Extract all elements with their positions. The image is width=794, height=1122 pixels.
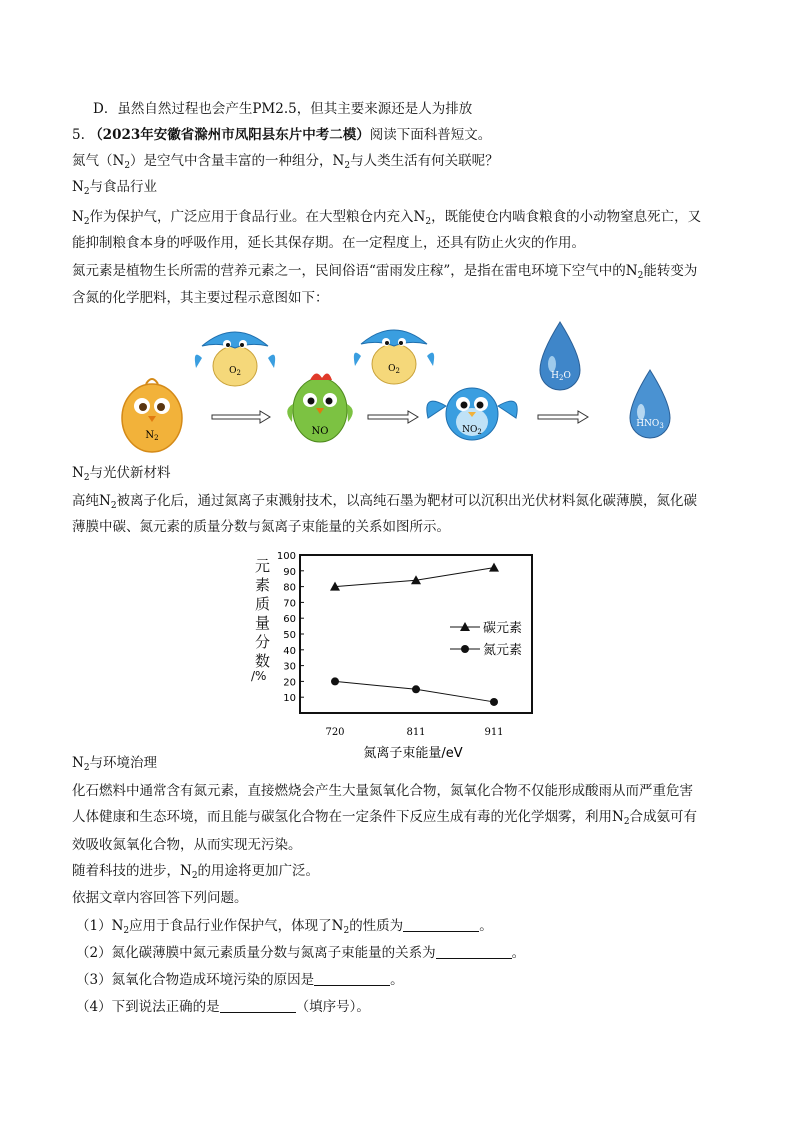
no-label: NO xyxy=(311,426,329,437)
x-tick-label: 811 xyxy=(406,727,426,738)
arrow-1 xyxy=(212,411,270,423)
y-axis-label-char: 质 xyxy=(255,595,271,613)
hno3-label: $HNO_3$ xyxy=(636,419,664,430)
paragraph-pv-2: 薄膜中碳、氮元素的质量分数与氮离子束能量的关系如图所示。 xyxy=(72,519,450,535)
answer-blank-3[interactable] xyxy=(314,971,390,986)
heading-food: $N_2$与食品行业 xyxy=(72,179,158,197)
y-tick-label: 60 xyxy=(283,614,296,626)
nitrogen-process-diagram xyxy=(110,318,700,458)
y-tick-label: 100 xyxy=(276,551,296,562)
no2-label: $NO_2$ xyxy=(462,425,482,436)
arrow-3 xyxy=(538,411,588,423)
y-axis-label-char: 分 xyxy=(255,633,271,651)
answer-blank-1[interactable] xyxy=(403,917,479,932)
y-tick-label: 20 xyxy=(283,677,296,689)
answer-blank-4[interactable] xyxy=(220,998,296,1013)
paragraph-future: 随着科技的进步，$N_2$的用途将更加广泛。 xyxy=(72,863,320,881)
o2-bird-icon xyxy=(195,332,275,386)
question-5-header: 5. （2023年安徽省滁州市凤阳县东片中考二模）阅读下面科普短文。 xyxy=(72,127,492,143)
carbon-nitrogen-chart xyxy=(245,545,545,761)
y-tick-label: 40 xyxy=(283,645,296,657)
h2o-label: $H_2O$ xyxy=(551,371,571,382)
n2-chick-icon xyxy=(122,379,182,452)
paragraph-pv-1: 高纯$N_2$被离子化后，通过氮离子束溅射技术，以高纯石墨为靶材可以沉积出光伏材料氮化碳薄膜，氮化碳 xyxy=(72,493,698,511)
y-axis-label-char: /% xyxy=(251,669,267,683)
question-4: （4）下到说法正确的是 （填序号）。 xyxy=(76,999,370,1015)
paragraph-nitrogen-2: 含氮的化学肥料，其主要过程示意图如下： xyxy=(72,290,329,306)
y-tick-label: 30 xyxy=(283,661,296,673)
y-tick-label: 70 xyxy=(283,598,296,610)
y-tick-label: 90 xyxy=(283,566,296,578)
y-axis-label-char: 量 xyxy=(255,614,271,632)
y-axis-label-char: 数 xyxy=(255,652,271,670)
data-point-triangle xyxy=(489,563,499,572)
paragraph-env-2: 人体健康和生态环境，而且能与碳氢化合物在一定条件下反应生成有毒的光化学烟雾，利用$N_2$合成氨可有 xyxy=(72,809,698,827)
question-2: （2）氮化碳薄膜中氮元素质量分数与氮离子束能量的关系为 。 xyxy=(76,945,526,961)
y-axis-label-char: 元 xyxy=(255,557,271,575)
paragraph-food-2: 能抑制粮食本身的呼吸作用，延长其保存期。在一定程度上，还具有防止火灾的作用。 xyxy=(72,235,585,251)
y-tick-label: 80 xyxy=(283,582,296,594)
paragraph-nitrogen-1: 氮元素是植物生长所需的营养元素之一，民间俗语“雷雨发庄稼”，是指在雷电环境下空气中的$N_2$能转变为 xyxy=(72,263,698,281)
heading-pv: $N_2$与光伏新材料 xyxy=(72,465,171,483)
data-point-circle xyxy=(412,685,420,693)
y-axis-label-char: 素 xyxy=(255,576,271,594)
paragraph-intro: 氮气$(N_2)$是空气中含量丰富的一种组分，$N_2$与人类生活有何关联呢？ xyxy=(72,153,499,171)
n2-label: $N_2$ xyxy=(145,430,159,442)
x-tick-label: 911 xyxy=(484,727,504,738)
answer-blank-2[interactable] xyxy=(436,944,512,959)
question-1: $(1)N_2$应用于食品行业作保护气，体现了$N_2$的性质为 。 xyxy=(76,918,493,936)
question-3: （3）氮氧化合物造成环境污染的原因是 。 xyxy=(76,972,404,988)
o2-label-2: $O_2$ xyxy=(388,364,400,375)
paragraph-instructions: 依据文章内容回答下列问题。 xyxy=(72,890,248,906)
legend-label: 氮元素 xyxy=(483,643,523,658)
data-point-circle xyxy=(490,698,498,706)
data-point-circle xyxy=(331,677,339,685)
paragraph-food-1: $N_2$作为保护气，广泛应用于食品行业。在大型粮仓内充入$N_2$，既能使仓内啮食粮食的小动物窒息死亡，又 xyxy=(72,209,702,227)
legend-marker-circle xyxy=(461,645,469,653)
paragraph-env-1: 化石燃料中通常含有氮元素，直接燃烧会产生大量氮氧化合物，氮氧化合物不仅能形成酸雨从而严重危害 xyxy=(72,783,693,799)
arrow-2 xyxy=(368,411,418,423)
x-axis-label: 氮离子束能量/eV xyxy=(363,746,463,761)
option-d: D．虽然自然过程也会产生PM2.5，但其主要来源还是人为排放 xyxy=(93,101,473,117)
heading-env: $N_2$与环境治理 xyxy=(72,755,158,773)
legend-label: 碳元素 xyxy=(483,621,523,636)
chart-plot xyxy=(245,545,545,761)
y-tick-label: 10 xyxy=(283,693,296,705)
x-tick-label: 720 xyxy=(325,727,345,738)
o2-bird-icon-2 xyxy=(354,330,434,384)
paragraph-env-3: 效吸收氮氧化合物，从而实现无污染。 xyxy=(72,837,302,853)
o2-label-1: $O_2$ xyxy=(229,366,241,377)
y-tick-label: 50 xyxy=(283,630,296,641)
